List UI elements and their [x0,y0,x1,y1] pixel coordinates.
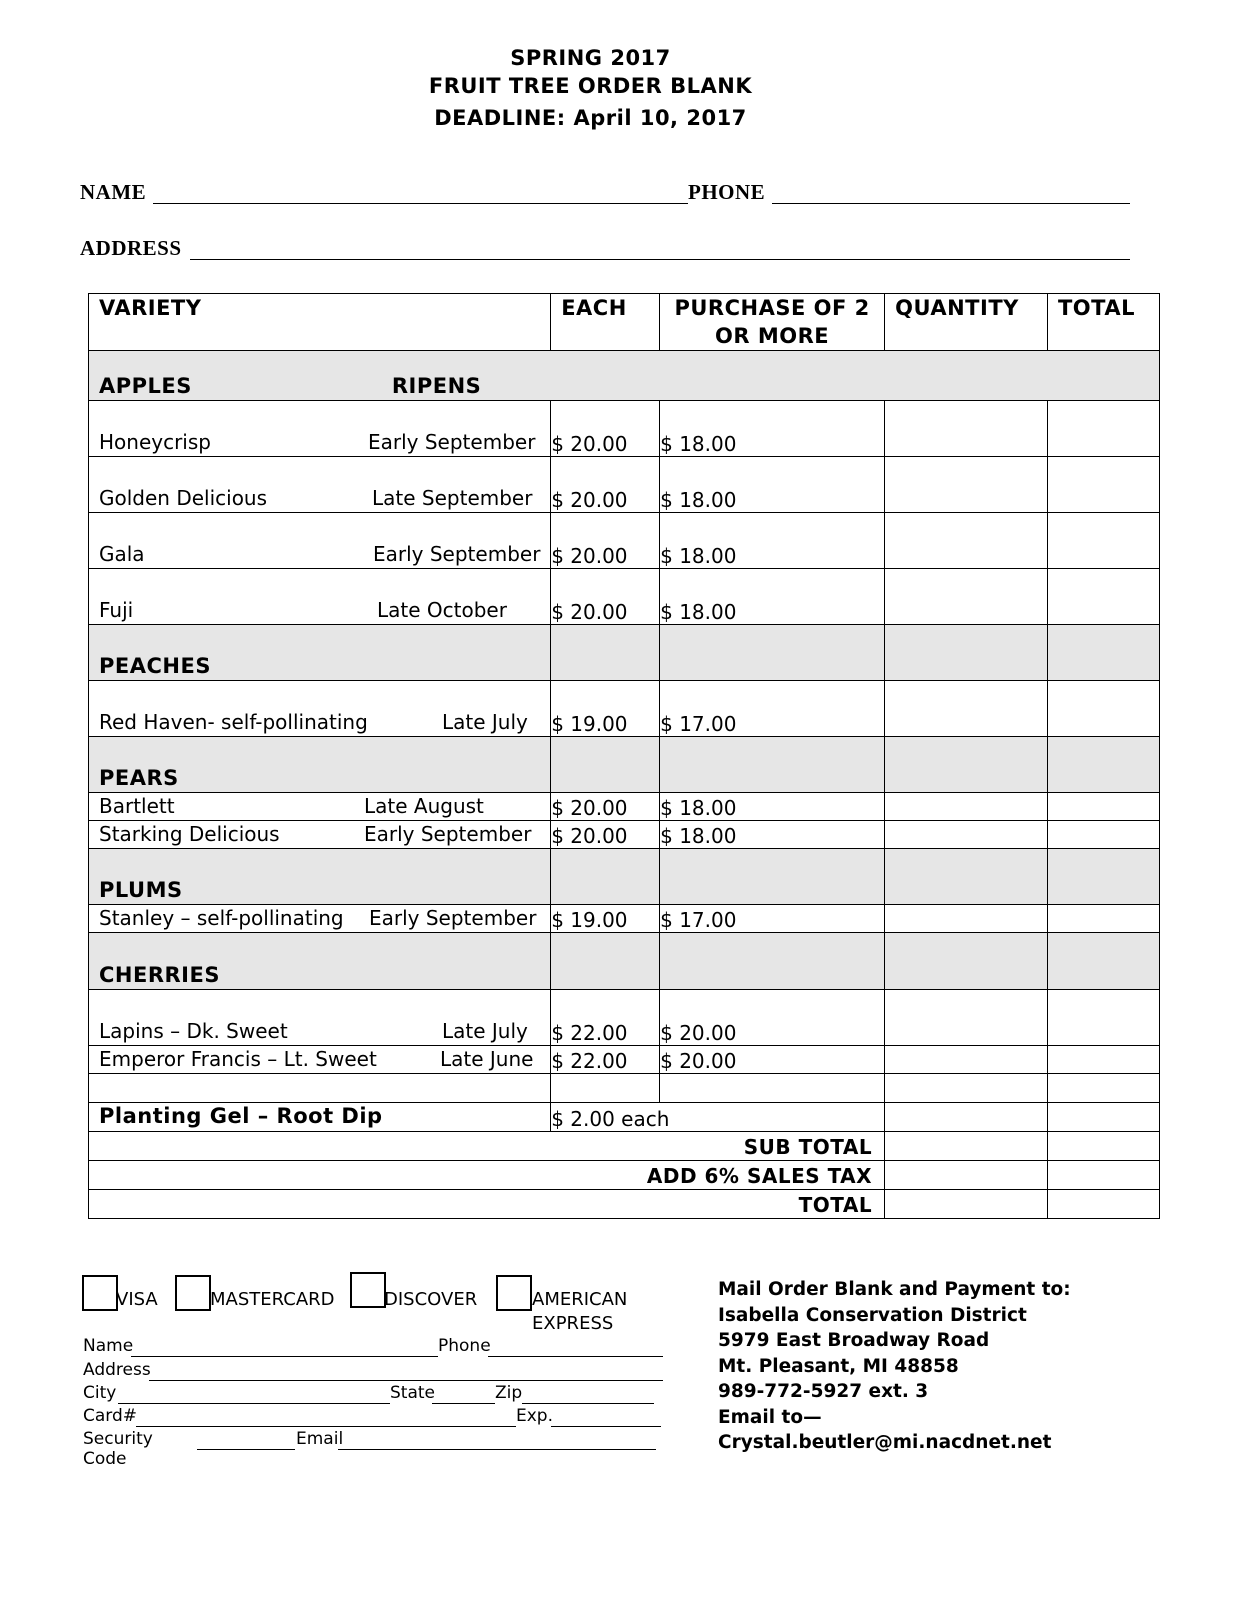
multi-price: $ 18.00 [660,513,885,569]
total-quantity-cell[interactable] [885,1190,1048,1219]
quantity-cell[interactable] [885,821,1048,849]
quantity-cell[interactable] [885,990,1048,1046]
ripens-value: Early September [368,430,536,454]
mail-heading: Mail Order Blank and Payment to: [718,1279,1071,1300]
section-peaches [89,625,1160,681]
total-row [89,1190,1160,1219]
amex-label-line2: EXPRESS [532,1313,614,1334]
table-row [89,821,1160,849]
multi-price: $ 17.00 [660,905,885,933]
quantity-cell[interactable] [885,457,1048,513]
quantity-cell[interactable] [885,793,1048,821]
total-cell[interactable] [1047,513,1159,569]
pay-city-line[interactable] [118,1403,390,1404]
title-season: SPRING 2017 [510,46,671,70]
ripens-value: Late July [442,710,528,734]
ripens-value: Early September [364,822,532,846]
multi-price: $ 20.00 [660,990,885,1046]
section-pears [89,737,1160,793]
subtotal-value-cell[interactable] [1047,1132,1159,1161]
peaches-label: PEACHES [89,625,551,681]
section-cherries [89,933,1160,990]
variety-name: Fuji [99,598,134,622]
section-apples [89,351,1160,401]
table-row [89,569,1160,625]
table-row [89,990,1160,1046]
variety-name: Red Haven- self-pollinating [99,710,368,734]
pay-phone-label: Phone [438,1336,491,1356]
variety-name: Emperor Francis – Lt. Sweet [99,1047,377,1071]
table-row [89,401,1160,457]
mail-email-address[interactable]: Crystal.beutler@mi.nacdnet.net [718,1432,1052,1453]
multi-price: $ 17.00 [660,681,885,737]
tax-quantity-cell[interactable] [885,1161,1048,1190]
discover-label: DISCOVER [384,1289,478,1310]
total-value-cell[interactable] [1047,1190,1159,1219]
plums-label: PLUMS [89,849,551,905]
mastercard-checkbox[interactable] [175,1275,211,1311]
order-table [88,293,1160,1219]
mail-email-label: Email to— [718,1406,822,1428]
ripens-value: Early September [369,906,537,930]
visa-label: VISA [116,1289,158,1310]
blank-row [89,1074,1160,1103]
title-form: FRUIT TREE ORDER BLANK [428,74,753,98]
ripens-value: Late July [442,1019,528,1043]
each-price: $ 20.00 [551,457,660,513]
table-row [89,457,1160,513]
variety-name: Gala [99,542,145,566]
pay-name-line[interactable] [131,1356,438,1357]
mastercard-label: MASTERCARD [210,1289,335,1310]
name-label: NAME [80,180,147,204]
total-cell[interactable] [1047,793,1159,821]
col-total-header: TOTAL [1047,294,1159,351]
pears-label: PEARS [89,737,551,793]
variety-name: Starking Delicious [99,822,280,846]
col-multi-header: PURCHASE OF 2 OR MORE [660,294,885,351]
pay-name-label: Name [83,1336,134,1356]
tax-row [89,1161,1160,1190]
quantity-cell[interactable] [885,905,1048,933]
pay-email-label: Email [296,1429,344,1449]
pay-exp-label: Exp. [516,1406,553,1426]
multi-price: $ 18.00 [660,821,885,849]
address-line[interactable] [190,259,1130,260]
tax-label: ADD 6% SALES TAX [89,1161,885,1190]
planting-gel-row [89,1103,1160,1132]
mail-phone: 989-772-5927 ext. 3 [718,1381,929,1402]
each-price: $ 22.00 [551,1046,660,1074]
ripens-value: Late August [364,794,484,818]
ripens-value: Late October [377,598,507,622]
total-cell[interactable] [1047,569,1159,625]
multi-price: $ 18.00 [660,457,885,513]
pay-card-label: Card# [83,1406,138,1426]
phone-label: PHONE [688,180,766,204]
table-row [89,681,1160,737]
quantity-cell[interactable] [885,569,1048,625]
pay-state-line[interactable] [432,1403,495,1404]
subtotal-label: SUB TOTAL [89,1132,885,1161]
planting-gel-price: $ 2.00 each [551,1103,885,1132]
table-row [89,513,1160,569]
each-price: $ 19.00 [551,905,660,933]
pay-email-line[interactable] [338,1449,656,1450]
col-each-header: EACH [551,294,660,351]
variety-name: Stanley – self-pollinating [99,906,344,930]
cherries-label: CHERRIES [89,933,551,990]
table-header-row [89,294,1160,351]
total-cell[interactable] [1047,821,1159,849]
pay-card-line[interactable] [136,1426,516,1427]
mail-city: Mt. Pleasant, MI 48858 [718,1355,959,1377]
each-price: $ 22.00 [551,990,660,1046]
amex-label-line1: AMERICAN [532,1289,628,1310]
mail-street: 5979 East Broadway Road [718,1330,990,1351]
title-deadline: DEADLINE: April 10, 2017 [434,106,747,130]
pay-security-label: Security Code [83,1429,153,1469]
quantity-cell[interactable] [885,1103,1048,1132]
multi-price: $ 18.00 [660,569,885,625]
planting-gel-label: Planting Gel – Root Dip [89,1103,551,1132]
table-row [89,793,1160,821]
pay-address-line[interactable] [149,1380,663,1381]
mailing-info [718,1277,1071,1456]
pay-state-label: State [390,1383,435,1403]
pay-zip-label: Zip [495,1383,523,1403]
pay-address-label: Address [83,1360,151,1380]
col-variety-header: VARIETY [89,294,551,351]
ripens-value: Early September [373,542,541,566]
address-label: ADDRESS [80,236,182,260]
each-price: $ 20.00 [551,821,660,849]
each-price: $ 20.00 [551,793,660,821]
total-cell[interactable] [1047,457,1159,513]
amex-checkbox[interactable] [496,1275,532,1311]
each-price: $ 20.00 [551,401,660,457]
pay-exp-line[interactable] [551,1426,661,1427]
total-cell[interactable] [1047,1046,1159,1074]
multi-price: $ 18.00 [660,793,885,821]
pay-zip-line[interactable] [522,1403,654,1404]
total-cell[interactable] [1047,905,1159,933]
pay-city-label: City [83,1383,117,1403]
apples-label: APPLES [99,374,192,398]
table-row [89,1046,1160,1074]
variety-name: Golden Delicious [99,486,268,510]
total-label: TOTAL [89,1190,885,1219]
ripens-header: RIPENS [391,374,482,398]
multi-price: $ 20.00 [660,1046,885,1074]
discover-checkbox[interactable] [350,1272,386,1308]
each-price: $ 20.00 [551,569,660,625]
total-cell[interactable] [1047,401,1159,457]
subtotal-row [89,1132,1160,1161]
ripens-value: Late June [440,1047,534,1071]
variety-name: Honeycrisp [99,430,211,454]
variety-name: Lapins – Dk. Sweet [99,1019,288,1043]
variety-name: Bartlett [99,794,175,818]
multi-price: $ 18.00 [660,401,885,457]
visa-checkbox[interactable] [82,1275,118,1311]
total-cell[interactable] [1047,681,1159,737]
phone-line[interactable] [772,203,1130,204]
quantity-cell[interactable] [885,1046,1048,1074]
table-row [89,905,1160,933]
quantity-cell[interactable] [885,681,1048,737]
quantity-cell[interactable] [885,401,1048,457]
name-line[interactable] [153,203,688,204]
quantity-cell[interactable] [885,513,1048,569]
total-cell[interactable] [1047,990,1159,1046]
each-price: $ 19.00 [551,681,660,737]
each-price: $ 20.00 [551,513,660,569]
ripens-value: Late September [372,486,533,510]
col-quantity-header: QUANTITY [885,294,1048,351]
section-plums [89,849,1160,905]
subtotal-quantity-cell[interactable] [885,1132,1048,1161]
pay-phone-line[interactable] [488,1356,663,1357]
pay-security-line[interactable] [197,1449,295,1450]
total-cell[interactable] [1047,1103,1159,1132]
tax-value-cell[interactable] [1047,1161,1159,1190]
mail-org: Isabella Conservation District [718,1304,1027,1326]
